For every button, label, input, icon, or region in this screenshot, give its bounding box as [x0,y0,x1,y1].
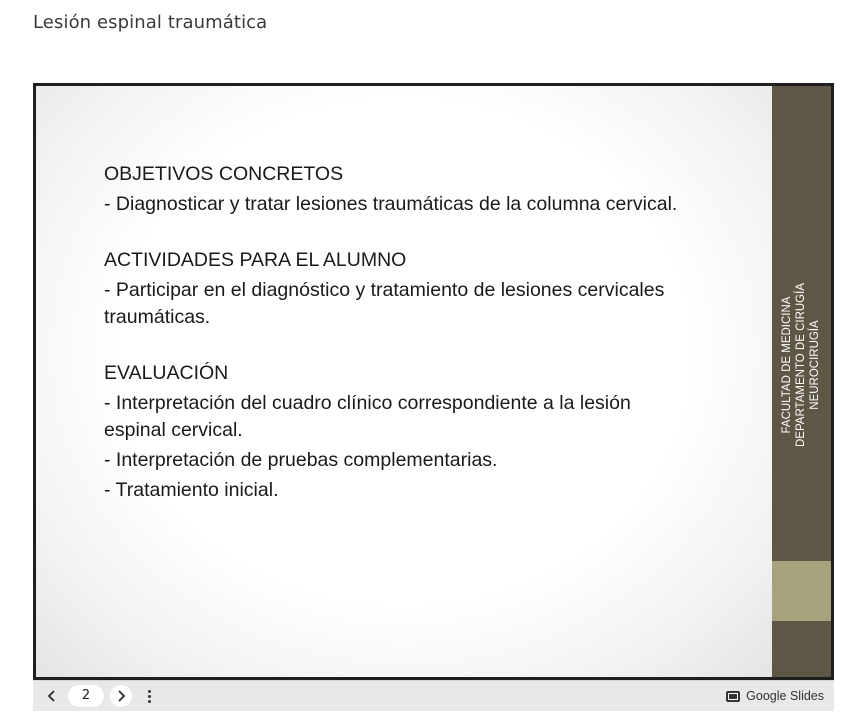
chevron-right-icon [116,690,126,702]
section-heading-actividades: ACTIVIDADES PARA EL ALUMNO [104,249,407,271]
slides-toolbar [33,680,834,711]
page-title: Lesión espinal traumática [33,12,268,33]
section-line: - Interpretación del cuadro clínico correspondiente a la lesión [104,392,631,414]
section-heading-objetivos: OBJETIVOS CONCRETOS [104,163,344,185]
section-line: traumáticas. [104,306,211,328]
sidebar-institution-text [780,245,822,485]
chevron-left-icon [47,690,57,702]
sidebar-line-neurocirugia: NEUROCIRUGÍA [809,320,821,410]
previous-slide-button[interactable] [41,685,63,707]
section-line: - Diagnosticar y tratar lesiones traumáticas de la columna cervical. [104,193,678,215]
sidebar-line-departamento: DEPARTAMENTO DE CIRUGÍA [795,283,807,448]
slide [33,83,834,680]
more-options-button[interactable] [141,685,157,707]
section-line: espinal cervical. [104,419,243,441]
slide-number-input[interactable]: 2 [68,685,104,707]
section-heading-evaluacion: EVALUACIÓN [104,362,229,384]
more-vertical-icon [148,690,151,693]
section-line: - Interpretación de pruebas complementarias. [104,449,498,471]
google-slides-icon [726,691,740,702]
section-line: - Participar en el diagnóstico y tratamiento de lesiones cervicales [104,279,665,301]
sidebar-line-facultad: FACULTAD DE MEDICINA [781,296,793,434]
slide-body [36,86,772,677]
next-slide-button[interactable] [110,685,132,707]
brand-label: Google Slides [746,689,824,703]
slide-sidebar [772,86,831,677]
google-slides-link[interactable] [726,681,824,711]
section-line: - Tratamiento inicial. [104,479,279,501]
slide-content [104,161,724,504]
sidebar-accent-block [772,561,831,621]
slides-embed [33,83,834,710]
